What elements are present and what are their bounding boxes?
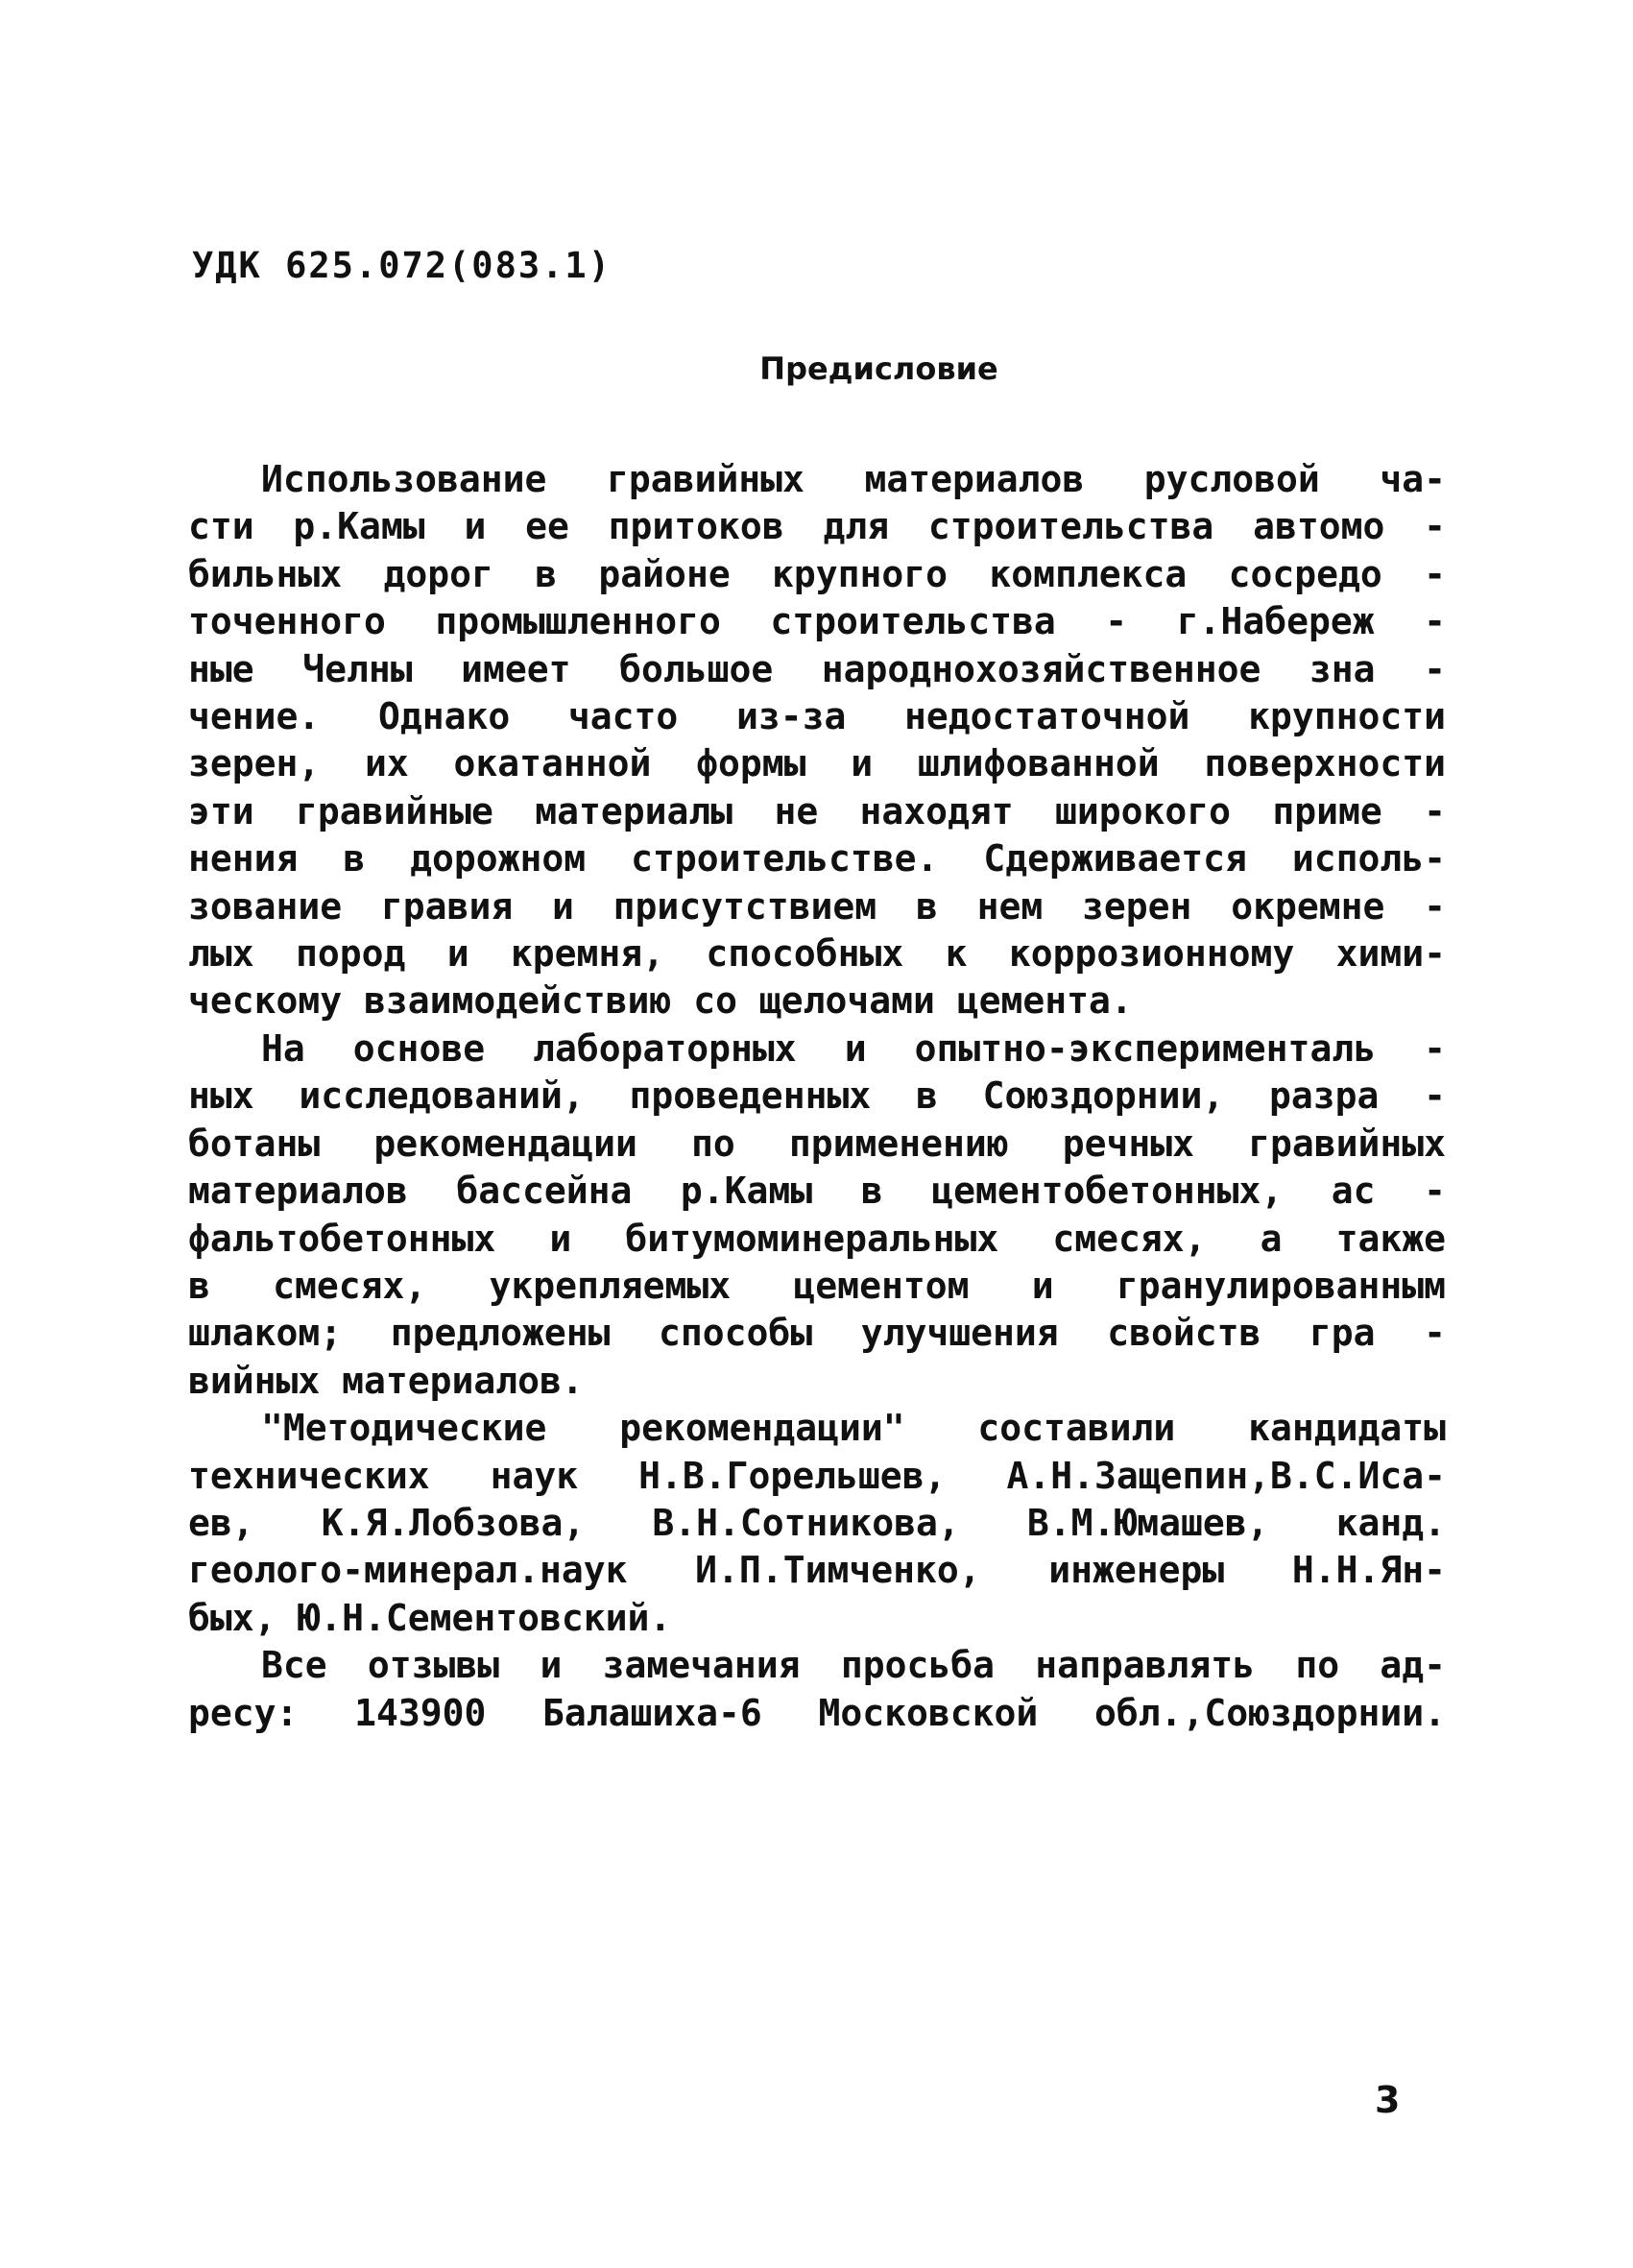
text-line: бых, Ю.Н.Сементовский. bbox=[188, 1596, 672, 1639]
text-line: ные Челны имеет большое народнохозяйственное зна - bbox=[188, 647, 1446, 690]
paragraph-2 bbox=[188, 1025, 1446, 1405]
text-line: вийных материалов. bbox=[188, 1359, 584, 1402]
text-line: ботаны рекомендации по применению речных гравийных bbox=[188, 1122, 1446, 1165]
text-line: точенного промышленного строительства - г.Набереж - bbox=[188, 600, 1446, 643]
text-line: ных исследований, проведенных в Союздорнии, разра - bbox=[188, 1074, 1446, 1118]
text-line: лых пород и кремня, способных к коррозионному хими- bbox=[188, 932, 1446, 976]
text-line: "Методические рекомендации" составили кандидаты bbox=[261, 1407, 1446, 1450]
text-line: Использование гравийных материалов русловой ча- bbox=[261, 458, 1446, 500]
text-line: ческому взаимодействию со щелочами цемента. bbox=[188, 979, 1133, 1023]
text-line: в смесях, укрепляемых цементом и гранулированным bbox=[188, 1264, 1446, 1307]
text-line: ресу: 143900 Балашиха-6 Московской обл.,Союздорнии. bbox=[188, 1691, 1446, 1734]
text-line: зерен, их окатанной формы и шлифованной поверхности bbox=[188, 742, 1446, 785]
text-line: бильных дорог в районе крупного комплекса сосредо - bbox=[188, 552, 1446, 595]
text-line: технических наук Н.В.Горельшев, А.Н.Защепин,В.С.Иса- bbox=[188, 1454, 1446, 1497]
text-line: материалов бассейна р.Камы в цементобетонных, ас - bbox=[188, 1170, 1446, 1213]
page-number: 3 bbox=[1375, 2079, 1401, 2121]
text-line: геолого-минерал.наук И.П.Тимченко, инженеры Н.Н.Ян- bbox=[188, 1549, 1446, 1592]
paragraph-1 bbox=[188, 456, 1446, 1025]
text-line: чение. Однако часто из-за недостаточной крупности bbox=[188, 695, 1446, 738]
text-line: шлаком; предложены способы улучшения свойств гра - bbox=[188, 1312, 1446, 1355]
paragraph-3 bbox=[188, 1405, 1446, 1642]
text-line: нения в дорожном строительстве. Сдерживается исполь- bbox=[188, 837, 1446, 881]
text-line: зование гравия и присутствием в нем зерен окремне - bbox=[188, 884, 1446, 928]
text-line: На основе лабораторных и опытно-эксперименталь - bbox=[261, 1026, 1446, 1070]
paragraph-4 bbox=[188, 1642, 1446, 1737]
text-line: эти гравийные материалы не находят широкого приме - bbox=[188, 789, 1446, 832]
udc-code: УДК 625.072(083.1) bbox=[192, 245, 612, 286]
text-line: сти р.Камы и ее притоков для строительства автомо - bbox=[188, 505, 1446, 548]
text-line: ев, К.Я.Лобзова, В.Н.Сотникова, В.М.Юмашев, канд. bbox=[188, 1501, 1446, 1544]
foreword-body bbox=[188, 456, 1446, 1737]
text-line: Все отзывы и замечания просьба направлять по ад- bbox=[261, 1644, 1446, 1687]
text-line: фальтобетонных и битумоминеральных смесях, а также bbox=[188, 1217, 1446, 1260]
page-heading: Предисловие bbox=[759, 350, 998, 387]
